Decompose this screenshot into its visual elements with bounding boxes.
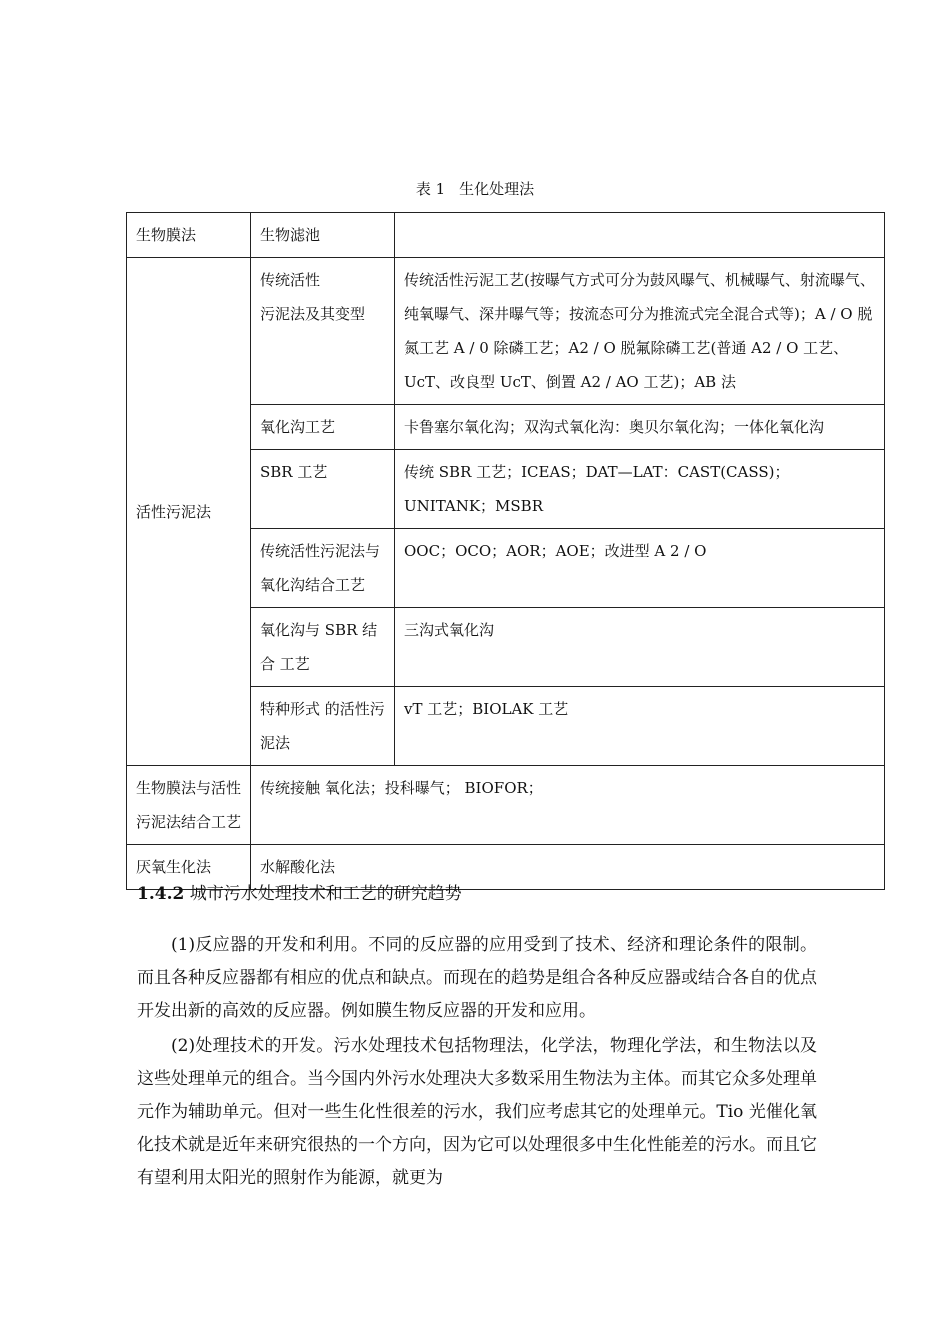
table-cell: 传统 SBR 工艺；ICEAS；DAT—LAT：CAST(CASS)；UNITANK；MSBR	[395, 450, 885, 529]
paragraph: (2)处理技术的开发。污水处理技术包括物理法，化学法，物理化学法，和生物法以及这些处理单元的组合。当今国内外污水处理决大多数采用生物法为主体。而其它众多处理单元作为辅助单元。但对一些生化性很差的污水，我们应考虑其它的处理单元。Tio 光催化氧化技术就是近年来研究很热的一个方向，因为它可以处理很多中生化性能差的污水。而且它有望利用太阳光的照射作为能源，就更为	[137, 1036, 817, 1188]
table-cell: 活性污泥法	[127, 258, 251, 766]
table-caption	[0, 178, 950, 199]
table-cell: 厌氧生化法	[127, 845, 251, 890]
table-cell: 水解酸化法	[251, 845, 885, 890]
paragraph: (1)反应器的开发和利用。不同的反应器的应用受到了技术、经济和理论条件的限制。而且各种反应器都有相应的优点和缺点。而现在的趋势是组合各种反应器或结合各自的优点开发出新的高效的反应器。例如膜生物反应器的开发和应用。	[137, 935, 817, 1021]
table-cell: 传统接触 氧化法；投科曝气； BIOFOR；	[251, 766, 885, 845]
table-cell: 传统活性污泥工艺(按曝气方式可分为鼓风曝气、机械曝气、射流曝气、纯氧曝气、深井曝气等；按流态可分为推流式完全混合式等)；A / O 脱氮工艺 A / 0 除磷工艺；A2 / O 脱氟除磷工艺(普通 A2 / O 工艺、UcT、改良型 UcT、倒置 A2 / AO 工艺)；AB 法	[395, 258, 885, 405]
table-cell: 三沟式氧化沟	[395, 608, 885, 687]
table-row	[127, 258, 885, 405]
table-cell: 氧化沟工艺	[251, 405, 395, 450]
table-cell: 特种形式 的活性污泥法	[251, 687, 395, 766]
table-cell: vT 工艺；BIOLAK 工艺	[395, 687, 885, 766]
table-cell: OOC；OCO；AOR；AOE；改进型 A 2 / O	[395, 529, 885, 608]
table-cell: 传统活性 污泥法及其变型	[251, 258, 395, 405]
table-cell: 氧化沟与 SBR 结合 工艺	[251, 608, 395, 687]
table-cell	[395, 213, 885, 258]
table-cell: 传统活性污泥法与氧化沟结合工艺	[251, 529, 395, 608]
table-cell: 生物膜法	[127, 213, 251, 258]
section-title: 城市污水处理技术和工艺的研究趋势	[189, 884, 462, 904]
table-number: 表 1	[415, 180, 446, 198]
table-cell: 生物滤池	[251, 213, 395, 258]
table-row	[127, 766, 885, 845]
section-heading	[137, 880, 462, 908]
table-cell: 卡鲁塞尔氧化沟；双沟式氧化沟：奥贝尔氧化沟；一体化氧化沟	[395, 405, 885, 450]
biochemical-treatment-table	[126, 212, 885, 890]
table-row	[127, 213, 885, 258]
section-number: 1.4.2	[137, 884, 185, 904]
table-title: 生化处理法	[459, 180, 535, 198]
table-cell: SBR 工艺	[251, 450, 395, 529]
table-cell: 生物膜法与活性污泥法结合工艺	[127, 766, 251, 845]
